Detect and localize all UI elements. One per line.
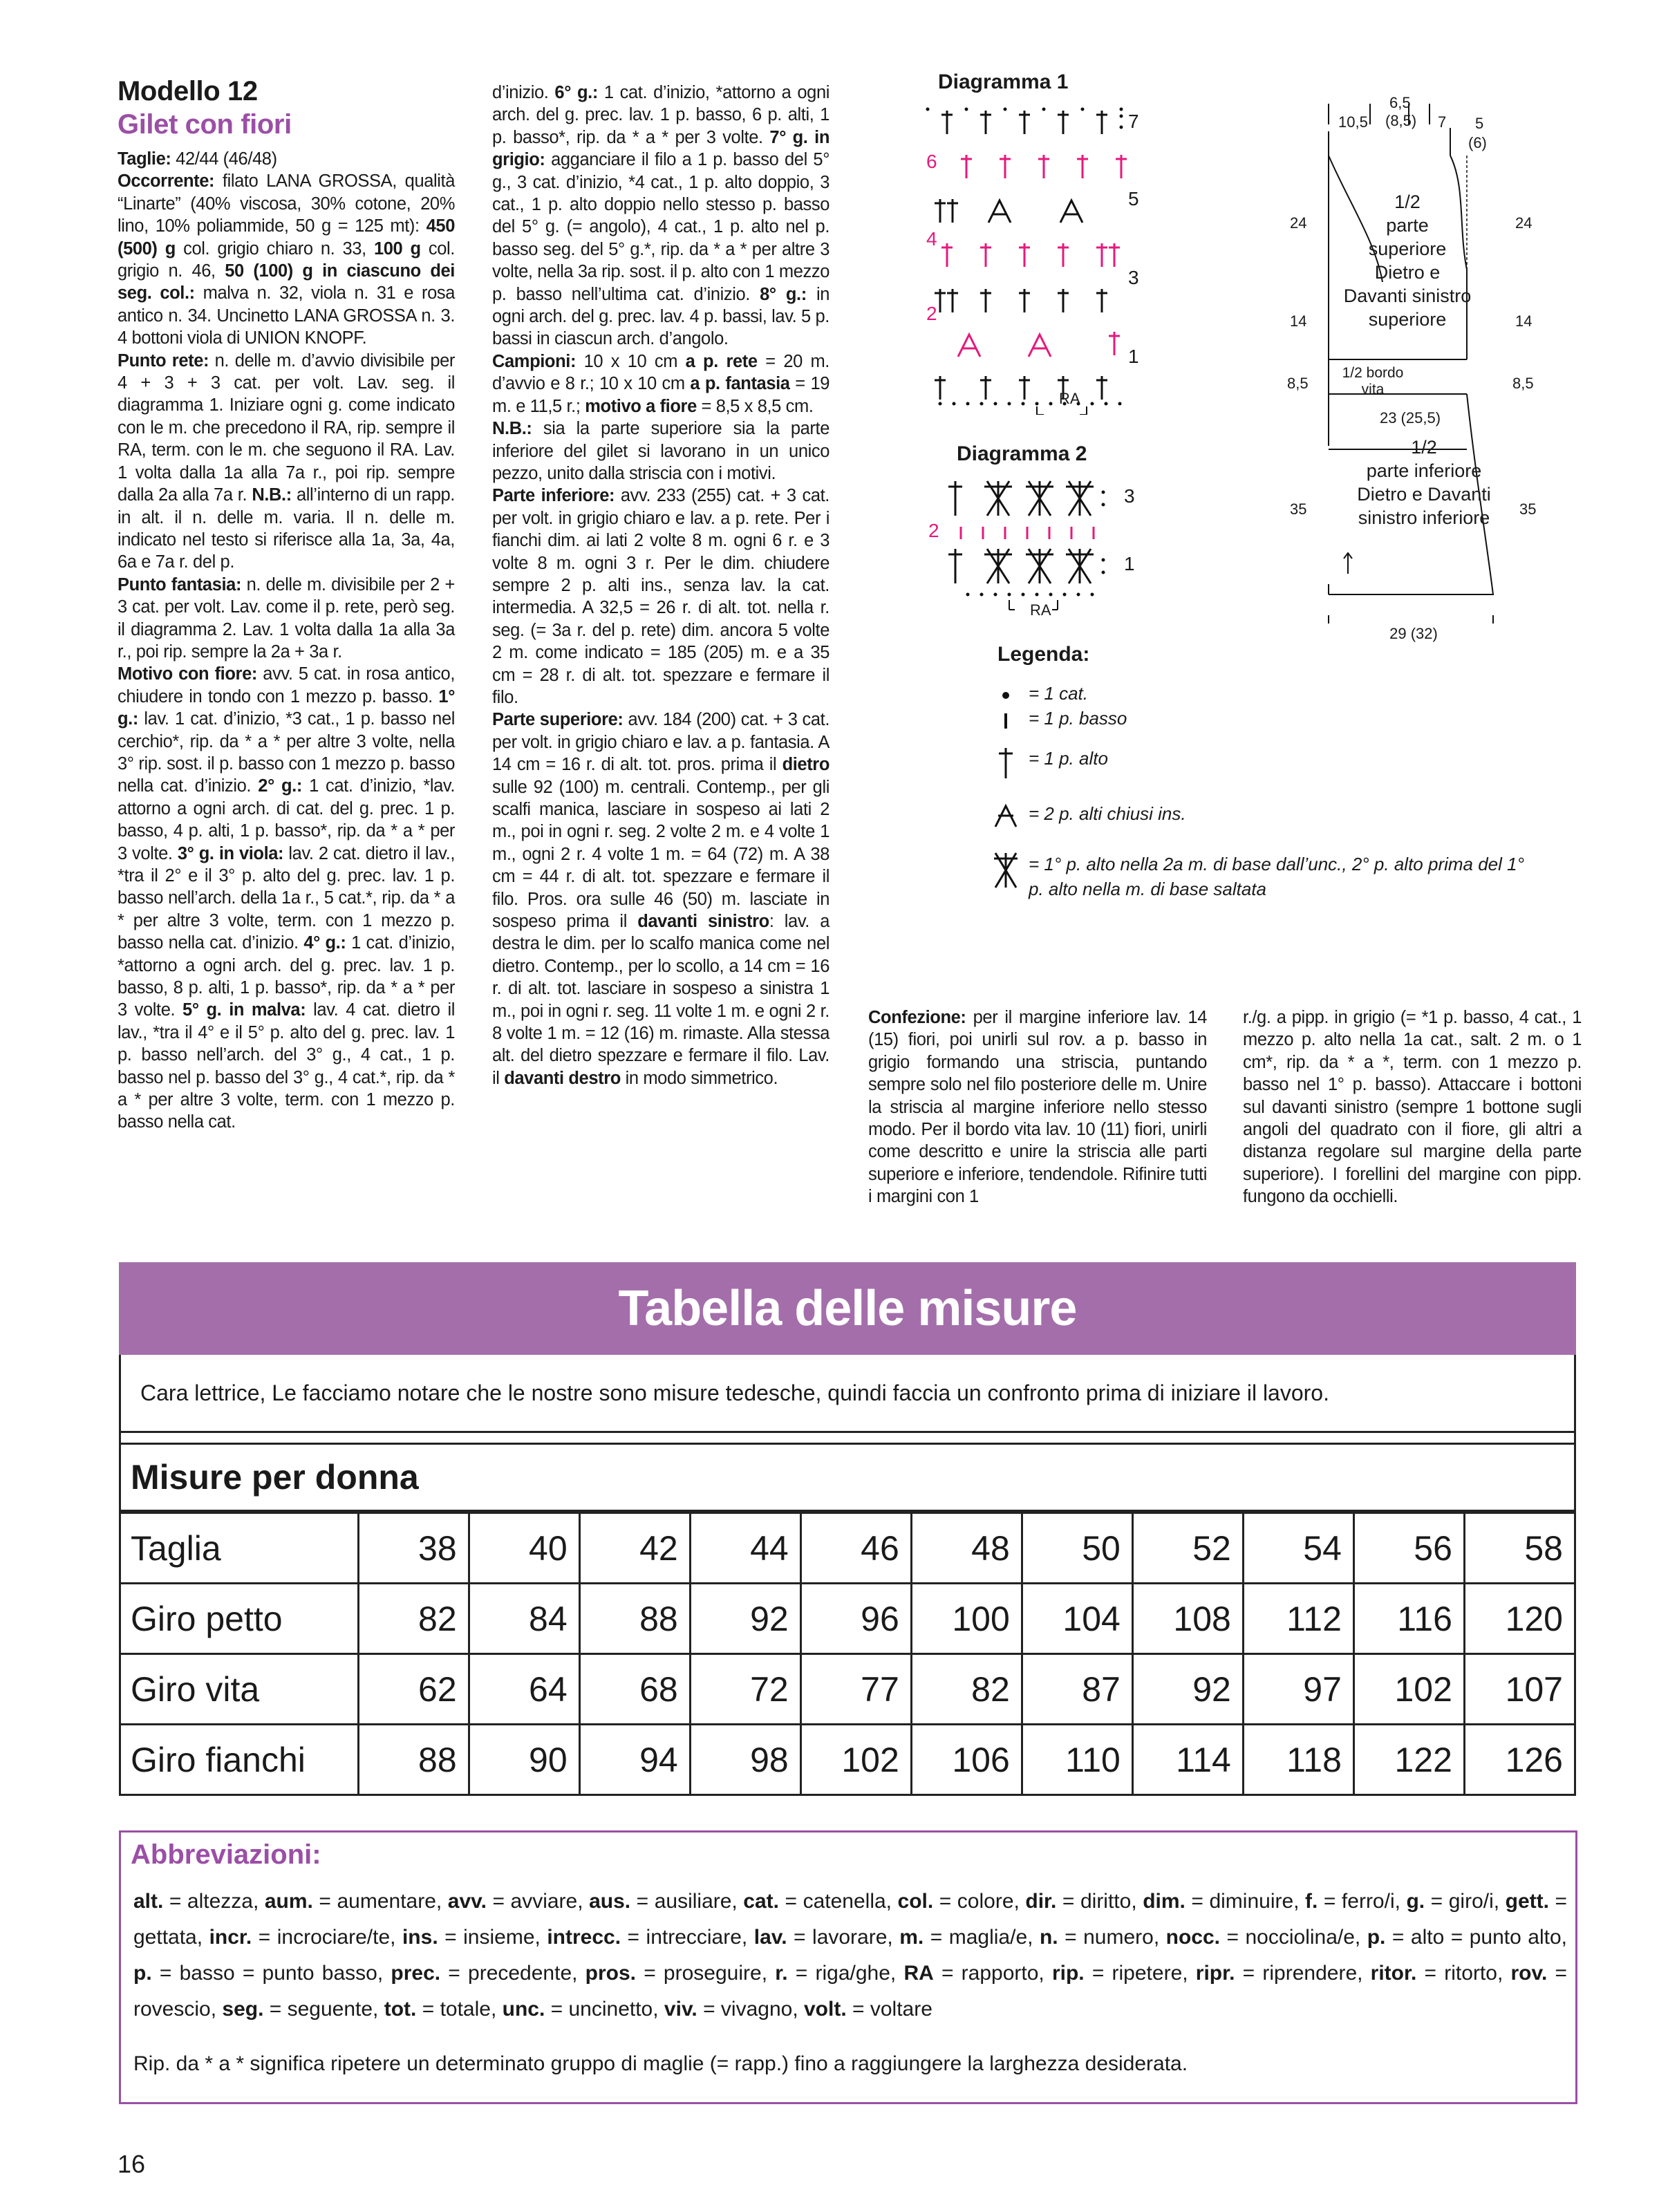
size-table-cell: 92 [690, 1584, 800, 1654]
diagram-1-title: Diagramma 1 [938, 71, 1069, 93]
legend-title: Legenda: [997, 643, 1090, 666]
abbreviation-item: aus. = ausiliare, [589, 1890, 744, 1913]
size-table-cell: 108 [1132, 1584, 1243, 1654]
schema-height-left-1: 24 [1290, 214, 1307, 232]
diagram-1-row-2 [958, 332, 1120, 357]
abbreviations-title: Abbreviazioni: [131, 1839, 321, 1870]
size-table-cell: 120 [1464, 1584, 1575, 1654]
diagram-1-row-label-1: 1 [1128, 346, 1139, 367]
abbreviation-item: gett. = gettata, [133, 1890, 1568, 1949]
schema-height-right-4: 35 [1519, 500, 1537, 518]
size-table-title: Tabella delle misure [119, 1262, 1576, 1355]
size-table-cell: 68 [579, 1654, 690, 1725]
size-table-cell: 100 [911, 1584, 1022, 1654]
size-table-cell: 116 [1353, 1584, 1464, 1654]
size-table-cell: 88 [358, 1725, 469, 1795]
model-title: Modello 12 [118, 76, 258, 106]
size-table-cell: 104 [1022, 1584, 1132, 1654]
abbreviation-item: ins. = insieme, [402, 1926, 547, 1949]
schema-top-width-4: 7 [1438, 113, 1447, 131]
abbreviations-box [119, 1830, 1577, 2104]
abbreviation-item: r. = riga/ghe, [775, 1962, 904, 1985]
legend-crossed-dc: = 1° p. alto nella 2a m. di base dall’unc., 2° p. alto prima del 1° p. alto nella m. di base saltata [1029, 854, 1524, 899]
size-table-cell: 87 [1022, 1654, 1132, 1725]
schema-height-right-1: 24 [1515, 214, 1533, 232]
schema-top-width-5: 5 [1475, 115, 1484, 132]
legend-double-crochet: = 1 p. alto [1029, 748, 1108, 769]
abbreviation-item: rov. = rovescio, [133, 1962, 1567, 2021]
legend-single-crochet: = 1 p. basso [1029, 708, 1127, 729]
size-table-cell: 50 [1022, 1513, 1132, 1584]
abbreviation-item: ripr. = riprendere, [1195, 1962, 1371, 1985]
schema-top-width-2: 6,5 [1389, 94, 1411, 111]
instructions-column-1 [118, 75, 455, 1134]
schema-height-left-3: 8,5 [1287, 375, 1309, 392]
size-table-cell: 102 [800, 1725, 911, 1795]
size-table-row [120, 1584, 1575, 1654]
size-table-cell: 82 [358, 1584, 469, 1654]
size-table-cell: 97 [1243, 1654, 1353, 1725]
paragraph-fancy-stitch: Punto fantasia: n. delle m. divisibile per 2 + 3 cat. per volt. Lav. come il p. rete, però seg. il diagramma 2. Lav. 1 volta dalla 1a alla 3a r., poi rip. sempre la 2a + 3a r. [118, 574, 455, 662]
size-table-row [120, 1513, 1575, 1584]
size-table-cell: 126 [1464, 1725, 1575, 1795]
schema-upper-label: 1/2 parte superiore Dietro e Davanti sinistro superiore [1343, 191, 1472, 330]
size-table-cell: 107 [1464, 1654, 1575, 1725]
abbreviation-item: incr. = incrociare/te, [209, 1926, 402, 1949]
schema-height-right-2: 14 [1515, 312, 1533, 330]
diagram-1-row-5 [935, 199, 1082, 223]
diagram-1-row-3 [935, 289, 1107, 312]
diagram-2-title: Diagramma 2 [957, 442, 1087, 465]
abbreviation-item: tot. = totale, [384, 1998, 503, 2021]
diagram-1-row-label-4: 4 [926, 228, 937, 250]
size-table-row-label: Giro fianchi [120, 1725, 359, 1795]
size-table-cell: 82 [911, 1654, 1022, 1725]
schema-height-left-2: 14 [1290, 312, 1307, 330]
legend-symbols [988, 680, 1030, 901]
schema-lower-label: 1/2 parte inferiore Dietro e Davanti sinistro inferiore [1357, 437, 1491, 528]
diagram-1-row-label-3: 3 [1128, 267, 1139, 288]
abbreviation-item: m. = maglia/e, [899, 1926, 1040, 1949]
diagram-1-repeat-label: RA [1059, 390, 1080, 407]
abbreviation-item: lav. = lavorare, [753, 1926, 900, 1949]
abbreviation-item: g. = giro/i, [1406, 1890, 1506, 1913]
size-table-cell: 110 [1022, 1725, 1132, 1795]
abbreviation-item: ritor. = ritorto, [1370, 1962, 1511, 1985]
diagram-2-row-label-3: 3 [1124, 485, 1135, 507]
size-table-cell: 92 [1132, 1654, 1243, 1725]
size-table [119, 1262, 1576, 1796]
abbreviation-item: alt. = altezza, [133, 1890, 265, 1913]
diagram-1-row-1 [935, 376, 1107, 400]
abbreviation-item: p. = alto = punto alto, [1367, 1926, 1567, 1949]
size-table-cell: 122 [1353, 1725, 1464, 1795]
abbreviation-item: unc. = uncinetto, [502, 1998, 664, 2021]
diagram-1-row-6 [961, 155, 1127, 178]
size-table-row [120, 1725, 1575, 1795]
paragraph-gauge: Campioni: 10 x 10 cm a p. rete = 20 m. d’avvio e 8 r.; 10 x 10 cm a p. fantasia = 19 m. e 11,5 r.; motivo a fiore = 8,5 x 8,5 cm. [492, 351, 830, 416]
abbreviations-list [133, 1884, 1567, 2027]
size-table-cell: 56 [1353, 1513, 1464, 1584]
size-table-cell: 52 [1132, 1513, 1243, 1584]
diagram-1-row-label-2: 2 [926, 303, 937, 324]
schema-bottom-width: 29 (32) [1389, 625, 1438, 642]
legend-chain: = 1 cat. [1029, 683, 1088, 704]
abbreviation-item: cat. = catenella, [743, 1890, 898, 1913]
abbreviation-item: RA = rapporto, [903, 1962, 1052, 1985]
abbreviation-item: rip. = ripetere, [1051, 1962, 1196, 1985]
size-table-cell: 44 [690, 1513, 800, 1584]
abbreviation-item: prec. = precedente, [391, 1962, 585, 1985]
model-subtitle: Gilet con fiori [118, 109, 292, 140]
finishing-column-2: r./g. a pipp. in grigio (= *1 p. basso, 4 cat., 1 mezzo p. alto nella 1a cat., salt. 2 m. o 1 cm*, rip. da * a *, term. con 1 mezzo p. basso nel 1° p. basso). Attaccare i bottoni sul davanti sinistro (sempre 1 bottone sugli angoli del quadrato con il fiore, gli altri a distanza regolare sul margine della parte superiore). I forellini del margine con pipp. fungono da occhielli. [1243, 1008, 1582, 1207]
size-table-cell: 96 [800, 1584, 911, 1654]
abbreviation-item: nocc. = nocciolina/e, [1165, 1926, 1367, 1949]
paragraph-sizes: Taglie: 42/44 (46/48) [118, 149, 277, 169]
abbreviation-item: avv. = avviare, [447, 1890, 590, 1913]
abbreviation-item: p. = basso = punto basso, [133, 1962, 391, 1985]
abbreviation-item: volt. = voltare [804, 1998, 932, 2021]
schema-top-width-6: (6) [1468, 134, 1487, 151]
size-table-row-label: Giro petto [120, 1584, 359, 1654]
size-table-cell: 118 [1243, 1725, 1353, 1795]
schema-top-width-1: 10,5 [1338, 113, 1368, 131]
diagram-2-row-label-2: 2 [928, 520, 939, 541]
abbreviation-item: dim. = diminuire, [1143, 1890, 1306, 1913]
size-table-cell: 102 [1353, 1654, 1464, 1725]
finishing-column-1: Confezione: per il margine inferiore lav. 14 (15) fiori, poi unirli sul rov. a p. basso in grigio formando una striscia, puntando sempre solo nel filo posteriore delle m. Unire la striscia al margine inferiore nello stesso modo. Per il bordo vita lav. 10 (11) fiori, unirli come descritto e unire la striscia alle parti superiore e inferiore, tendendole. Rifinire tutti i margini con 1 [868, 1008, 1207, 1207]
size-table-cell: 94 [579, 1725, 690, 1795]
abbreviations-note: Rip. da * a * significa ripetere un determinato gruppo di maglie (= rapp.) fino a raggiungere la larghezza desiderata. [133, 2052, 1188, 2075]
size-table-row [120, 1654, 1575, 1725]
size-table-cell: 98 [690, 1725, 800, 1795]
schema-height-right-3: 8,5 [1512, 375, 1534, 392]
garment-schematic [1286, 90, 1562, 657]
abbreviation-item: dir. = diritto, [1025, 1890, 1143, 1913]
diagram-2-chart [940, 477, 1147, 622]
paragraph-lower-part: Parte inferiore: avv. 233 (255) cat. + 3 cat. per volt. in grigio chiaro e lav. a p. rete. Per i fianchi dim. ai lati 2 volte 8 m. ogni 6 r. e 3 volte 8 m. ogni 3 r. Per le dim. chiudere sempre 2 p. alti ins., senza lav. la cat. intermedia. A 32,5 = 26 r. di alt. tot. nella r. seg. (= 3a r. del p. rete) dim. ancora 5 volte 2 m. come indicato = 185 (205) m. e a 35 cm = 28 r. di alt. tot. spezzare e fermare il filo. [492, 486, 830, 707]
abbreviation-item: seg. = seguente, [222, 1998, 384, 2021]
size-table-cell: 84 [469, 1584, 579, 1654]
size-table-cell: 90 [469, 1725, 579, 1795]
size-table-grid [119, 1512, 1576, 1796]
size-table-cell: 40 [469, 1513, 579, 1584]
abbreviation-item: f. = ferro/i, [1305, 1890, 1407, 1913]
size-table-cell: 48 [911, 1513, 1022, 1584]
size-table-cell: 46 [800, 1513, 911, 1584]
size-table-cell: 106 [911, 1725, 1022, 1795]
instructions-column-2 [492, 82, 830, 1089]
size-table-cell: 112 [1243, 1584, 1353, 1654]
paragraph-upper-part: Parte superiore: avv. 184 (200) cat. + 3 cat. per volt. in grigio chiaro e lav. a p. fantasia. A 14 cm = 16 r. di alt. tot. pros. prima il dietro sulle 92 (100) m. centrali. Contemp., per gli scalfi manica, lasciare in sospeso ai lati 2 m., poi in ogni r. seg. 2 volte 2 m. e 4 volte 1 m., ogni 2 r. 4 volte 1 m. = 64 (72) m. A 38 cm = 44 r. di alt. tot. spezzare e fermare il filo. Pros. ora sulle 46 (50) m. lasciate in sospeso prima il davanti sinistro: lav. a destra le dim. per lo scalfo manica come nel dietro. Contemp., per lo scollo, a 14 cm = 16 r. di alt. tot. lasciare in sospeso a sinistra 1 m., poi in ogni r. seg. 11 volte 1 m. e ogni 2 r. 8 volte 1 m. = 12 (16) m. rimaste. Alla stessa alt. del dietro spezzare e fermare il filo. Lav. il davanti destro in modo simmetrico. [492, 710, 830, 1088]
size-table-row-label: Giro vita [120, 1654, 359, 1725]
paragraph-materials: Occorrente: filato LANA GROSSA, qualità “Linarte” (40% viscosa, 30% cotone, 20% lino, 10% poliammide, 50 g = 125 mt): 450 (500) g col. grigio chiaro n. 33, 100 g col. grigio n. 46, 50 (100) g in ciascuno dei seg. col.: malva n. 32, viola n. 31 e rosa antico n. 34. Uncinetto LANA GROSSA n. 3. 4 bottoni viola di UNION KNOPF. [118, 171, 455, 348]
legend-dc2tog: = 2 p. alti chiusi ins. [1029, 803, 1186, 824]
size-table-cell: 72 [690, 1654, 800, 1725]
diagram-1-chart [919, 97, 1154, 415]
diagram-1-row-4 [941, 243, 1120, 267]
abbreviation-item: pros. = proseguire, [585, 1962, 776, 1985]
diagram-2-row-label-1: 1 [1124, 553, 1135, 574]
size-table-subtitle: Misure per donna [119, 1443, 1576, 1512]
schema-top-width-3: (8,5) [1385, 112, 1417, 129]
abbreviation-item: aum. = aumentare, [264, 1890, 448, 1913]
size-table-cell: 77 [800, 1654, 911, 1725]
schema-height-left-4: 35 [1290, 500, 1307, 518]
diagram-1-row-7 [941, 111, 1107, 134]
size-table-cell: 114 [1132, 1725, 1243, 1795]
abbreviation-item: n. = numero, [1039, 1926, 1166, 1949]
size-table-cell: 54 [1243, 1513, 1353, 1584]
diagram-2-repeat-label: RA [1030, 601, 1051, 619]
size-table-cell: 38 [358, 1513, 469, 1584]
paragraph-flower-motif: Motivo con fiore: avv. 5 cat. in rosa antico, chiudere in tondo con 1 mezzo p. basso. 1° g.: lav. 1 cat. d’inizio, *3 cat., 1 p. basso nel cerchio*, rip. da * a * per altre 3 volte, nella 3° rip. sost. il p. basso con 1 mezzo p. basso nella cat. d’inizio. 2° g.: 1 cat. d’inizio, *lav. attorno a ogni arch. di cat. del g. prec. 1 p. basso, 4 p. alti, 1 p. basso*, rip. da * a * per 3 volte. 3° g. in viola: lav. 2 cat. dietro il lav., *tra il 2° e il 3° p. alto del g. prec. lav. 1 p. basso nell’arch. della 1a r., 5 cat.*, rip. da * a * per altre 3 volte, term. con 1 mezzo p. basso nella cat. d’inizio. 4° g.: 1 cat. d’inizio, *attorno a ogni arch. del g. prec. lav. 1 p. basso, 8 p. alti, 1 p. basso*, rip. da * a * per 3 volte. 5° g. in malva: lav. 4 cat. dietro il lav., *tra il 4° e il 5° p. alto del g. prec. lav. 1 p. basso nell’arch. del 3° g., 4 cat., 1 p. basso nel p. basso del 3° g., 4 cat.*, rip. da * a * per altre 3 volte, term. con 1 mezzo p. basso nella cat. [118, 664, 456, 1132]
size-table-cell: 42 [579, 1513, 690, 1584]
paragraph-net-stitch: Punto rete: n. delle m. d’avvio divisibile per 4 + 3 + 3 cat. per volt. Lav. seg. il diagramma 1. Iniziare ogni g. come indicato con le m. che precedono il RA, rip. sempre il RA, term. con le m. che seguono il RA. Lav. 1 volta dalla 1a alla 7a r., poi rip. sempre dalla 2a alla 7a r. N.B.: all’interno di un rapp. in alt. il n. delle m. varia. Il n. delle m. indicato nel testo si riferisce alla 1a, 3a, 4a, 6a e 7a r. del p. [118, 350, 455, 572]
diagram-1-row-label-7: 7 [1128, 111, 1139, 132]
abbreviation-item: col. = colore, [897, 1890, 1026, 1913]
abbreviation-item: viv. = vivagno, [664, 1998, 804, 2021]
schema-waist-width: 23 (25,5) [1379, 409, 1441, 427]
paragraph-flower-continued: d’inizio. 6° g.: 1 cat. d’inizio, *attorno a ogni arch. del g. prec. lav. 1 p. basso, 6 p. alti, 1 p. basso*, rip. da * a * per 3 volte. 7° g. in grigio: agganciare il filo a 1 p. basso del 5° g., 3 cat. d’inizio, *4 cat., 1 p. alto doppio, 3 cat., 1 p. alto doppio nello stesso p. basso del 5° g. (= angolo), 4 cat., 1 p. alto nel p. basso seg. del 5° g.*, rip. da * a * per altre 3 volte, nella 3a rip. sost. il p. alto con 1 mezzo p. basso nell’ultima cat. d’inizio. 8° g.: in ogni arch. del g. prec. lav. 4 p. bassi, lav. 5 p. bassi in ciascun arch. d’angolo. [492, 83, 830, 349]
diagram-1-row-label-6: 6 [926, 151, 937, 172]
size-table-cell: 62 [358, 1654, 469, 1725]
diagram-1-row-label-5: 5 [1128, 188, 1139, 209]
size-table-cell: 58 [1464, 1513, 1575, 1584]
schema-waist-label: 1/2 bordo vita [1342, 365, 1404, 397]
page-number: 16 [118, 2150, 146, 2178]
size-table-cell: 64 [469, 1654, 579, 1725]
paragraph-note: N.B.: sia la parte superiore sia la parte inferiore del gilet si lavorano in un unico pezzo, unito dalla striscia con i motivi. [492, 419, 830, 483]
size-table-row-label: Taglia [120, 1513, 359, 1584]
abbreviation-item: intrecc. = intrecciare, [547, 1926, 754, 1949]
size-table-note: Cara lettrice, Le facciamo notare che le nostre sono misure tedesche, quindi faccia un confronto prima di iniziare il lavoro. [119, 1355, 1576, 1433]
size-table-cell: 88 [579, 1584, 690, 1654]
